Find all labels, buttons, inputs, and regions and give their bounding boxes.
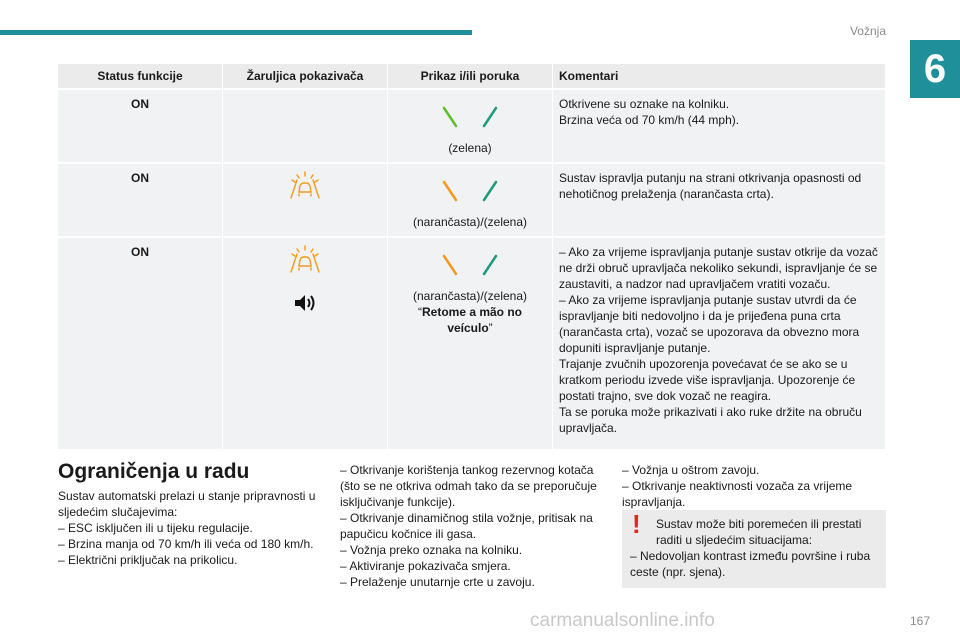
comment-line: Brzina veća od 70 km/h (44 mph). bbox=[559, 113, 740, 127]
column-header-status: Status funkcije bbox=[58, 64, 223, 89]
display-cell bbox=[388, 237, 553, 449]
limits-column-1 bbox=[58, 488, 322, 568]
warning-box bbox=[622, 510, 886, 588]
lamp-cell bbox=[223, 163, 388, 237]
status-cell: ON bbox=[58, 89, 223, 163]
section-title: Vožnja bbox=[849, 24, 886, 38]
display-caption: (narančasta)/(zelena) bbox=[412, 289, 528, 303]
speaker-sound-icon bbox=[292, 292, 318, 314]
list-item: – Vožnja preko oznaka na kolniku. bbox=[340, 543, 523, 557]
paragraph: Sustav automatski prelazi u stanje pripravnosti u sljedećim slučajevima: bbox=[58, 489, 316, 519]
display-message-text: Retome a mão no veículo bbox=[421, 305, 523, 335]
header-accent-bar bbox=[0, 30, 472, 35]
list-item: – Brzina manja od 70 km/h ili veća od 180 km/h. bbox=[58, 537, 314, 551]
section-heading: Ograničenja u radu bbox=[58, 460, 250, 483]
display-cell bbox=[388, 163, 553, 237]
exclamation-icon: ! bbox=[632, 509, 641, 539]
function-status-table bbox=[58, 64, 886, 449]
comment-line: Otkrivene su oznake na kolniku. bbox=[559, 97, 730, 111]
table-row bbox=[58, 89, 886, 163]
table-row bbox=[58, 237, 886, 449]
watermark: carmanualsonline.info bbox=[530, 610, 715, 631]
comment-line: Sustav ispravlja putanju na strani otkrivanja opasnosti od nehotičnog prelaženja (narančasta crta). bbox=[559, 171, 862, 201]
display-caption: (narančasta)/(zelena) bbox=[412, 215, 528, 229]
comment-cell bbox=[553, 163, 886, 237]
list-item: – ESC isključen ili u tijeku regulacije. bbox=[58, 521, 253, 535]
lane-lines-orange-green-icon bbox=[394, 252, 546, 278]
column-header-comments: Komentari bbox=[553, 64, 886, 89]
warning-intro: Sustav može biti poremećen ili prestati raditi u sljedećim situacijama: bbox=[656, 517, 862, 547]
list-item: – Otkrivanje neaktivnosti vozača za vrijeme ispravljanja. bbox=[622, 479, 853, 509]
display-cell bbox=[388, 89, 553, 163]
chapter-tab: 6 bbox=[910, 40, 960, 98]
list-item: – Električni priključak na prikolicu. bbox=[58, 553, 238, 567]
table-row bbox=[58, 163, 886, 237]
limits-column-2 bbox=[340, 462, 604, 590]
status-cell: ON bbox=[58, 163, 223, 237]
lamp-cell bbox=[223, 237, 388, 449]
comment-line: – Ako za vrijeme ispravljanja putanje sustav utvrdi da će ispravljanje biti nedovoljno i da je prijeđena puna crta (narančasta crta), vozač se upozorava da obvezno mora dopuniti ispravljanje putanje. bbox=[559, 293, 860, 355]
limits-column-3 bbox=[622, 462, 886, 510]
display-caption: (zelena) bbox=[448, 141, 492, 155]
list-item: – Vožnja u oštrom zavoju. bbox=[622, 463, 760, 477]
lamp-cell bbox=[223, 89, 388, 163]
list-item: – Otkrivanje dinamičnog stila vožnje, pritisak na papučicu kočnice ili gasa. bbox=[340, 511, 593, 541]
comment-cell bbox=[553, 237, 886, 449]
lane-lines-green-icon bbox=[394, 104, 546, 130]
list-item: – Aktiviranje pokazivača smjera. bbox=[340, 559, 511, 573]
status-cell: ON bbox=[58, 237, 223, 449]
column-header-display: Prikaz i/ili poruka bbox=[388, 64, 553, 89]
comment-cell bbox=[553, 89, 886, 163]
column-header-lamp: Žaruljica pokazivača bbox=[223, 64, 388, 89]
list-item: – Otkrivanje korištenja tankog rezervnog kotača (što se ne otkriva odmah tako da se preporučuje isključivanje funkcije). bbox=[340, 463, 597, 509]
comment-line: Trajanje zvučnih upozorenja povećavat će se ako se u kratkom periodu izvede više ispravljanja. Upozorenje će postati trajno, sve dok vozač ne reagira. bbox=[559, 357, 856, 403]
comment-line: – Ako za vrijeme ispravljanja putanje sustav otkrije da vozač ne drži obruč upravljača nekoliko sekundi, ispravljanje će se zaustaviti, a nadzor nad upravljačem vratiti vozaču. bbox=[559, 245, 878, 291]
list-item: – Prelaženje unutarnje crte u zavoju. bbox=[340, 575, 535, 589]
display-message: “Retome a mão no veículo” bbox=[417, 305, 523, 335]
lane-lines-orange-green-icon bbox=[394, 178, 546, 204]
warning-item: – Nedovoljan kontrast između površine i ruba ceste (npr. sjena). bbox=[630, 549, 871, 579]
page-number: 167 bbox=[909, 614, 930, 628]
comment-line: Ta se poruka može prikazivati i ako ruke držite na obruču upravljača. bbox=[559, 405, 862, 435]
lane-keeping-warning-icon bbox=[287, 244, 323, 274]
table-header-row bbox=[58, 64, 886, 89]
lane-keeping-warning-icon bbox=[287, 170, 323, 200]
